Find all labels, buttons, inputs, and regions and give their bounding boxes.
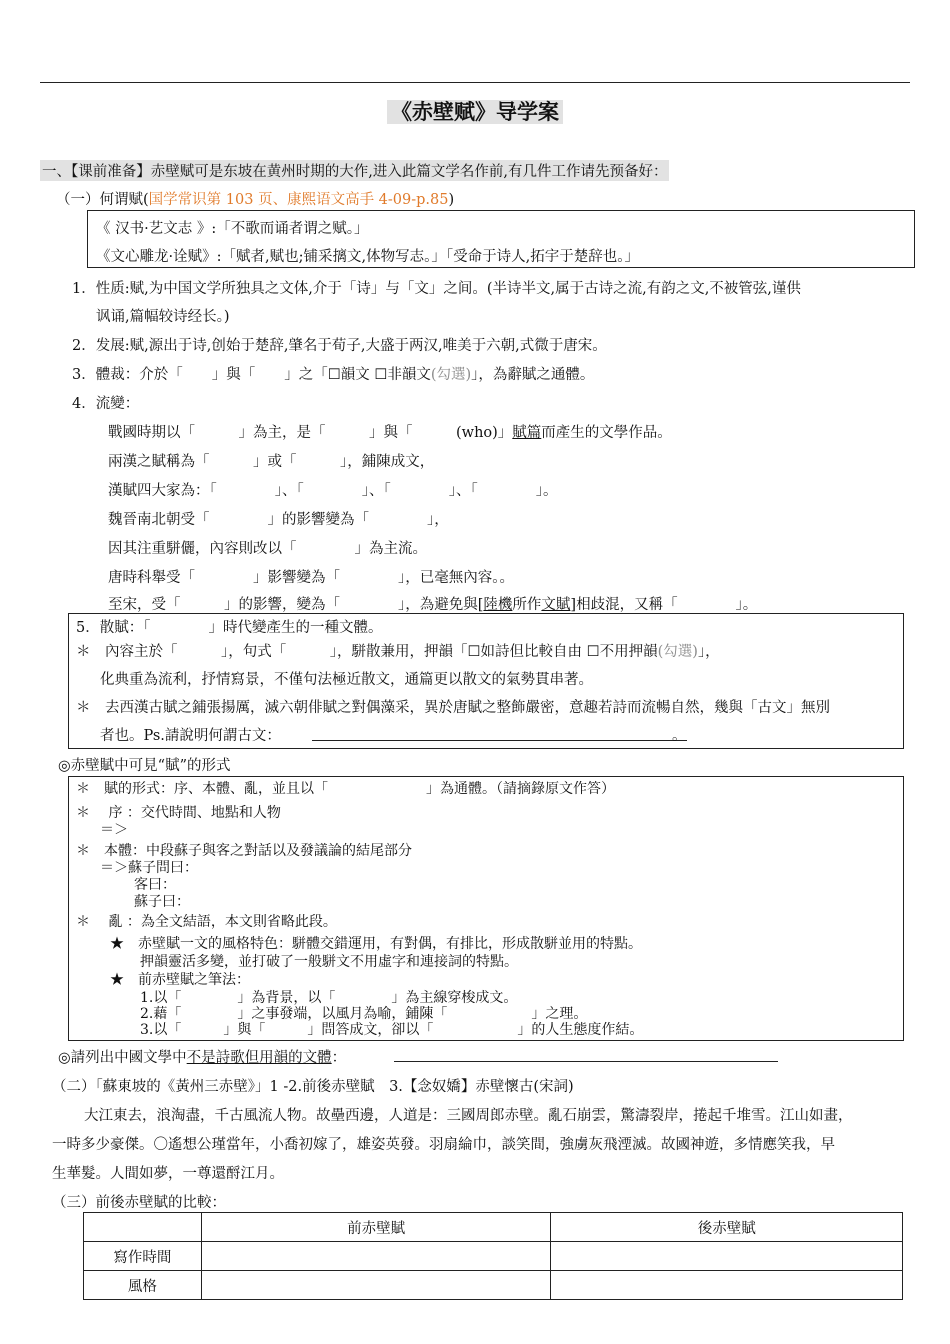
point-1-line1: 1．性质:赋,为中国文学所独具之文体,介于「诗」与「文」之间。(半诗半文,属于古诗之流,有韵之文,不被管弦,谨供 bbox=[72, 281, 801, 297]
comparison-table bbox=[83, 1212, 903, 1300]
section3-heading: （三）前後赤壁賦的比較： bbox=[52, 1195, 226, 1211]
poem-line-2: 一時多少豪傑。〇遙想公瑾當年，小喬初嫁了，雄姿英發。羽扇綸巾，談笑間，強虜灰飛湮滅。故國神遊，多情應笑我，早 bbox=[52, 1137, 835, 1153]
evolution-line-1: 戰國時期以「 」為主，是「 」與「 (who)」賦篇而產生的文學作品。 bbox=[108, 425, 672, 441]
table-row bbox=[84, 1242, 903, 1271]
table-row bbox=[84, 1271, 903, 1300]
point-3: 3．體裁：介於「 」與「 」之「☐韻文 ☐非韻文(勾選)」，為辭賦之通體。 bbox=[72, 367, 595, 383]
answer-line-rhymed[interactable] bbox=[394, 1061, 778, 1062]
point-4: 4．流變： bbox=[72, 396, 140, 412]
table-cell[interactable] bbox=[551, 1271, 903, 1300]
section2-heading: （二）「蘇東坡的《黃州三赤壁》」1 -2.前後赤壁賦 3.【念奴嬌】赤壁懷古(宋詞) bbox=[52, 1079, 574, 1095]
form-line-4: ＊ 本體：中段蘇子與客之對話以及發議論的結尾部分 bbox=[76, 843, 412, 859]
table-header-row bbox=[84, 1213, 903, 1242]
page-title: 《赤壁赋》导学案 bbox=[0, 96, 950, 126]
form-line-2: ＊ 序 ：交代時間、地點和人物 bbox=[76, 805, 281, 821]
evolution-line-5: 因其注重駢儷，內容則改以「 」為主流。 bbox=[108, 541, 427, 557]
rhymed-genres-question: ◎請列出中國文學中不是詩歌但用韻的文體： bbox=[58, 1050, 347, 1066]
form-line-6: 客曰： bbox=[134, 877, 176, 893]
prose-fu-line1: 5．散賦：「 」時代變產生的一種文體。 bbox=[76, 620, 383, 636]
poem-line-1: 大江東去，浪淘盡，千古風流人物。故壘西邊，人道是：三國周郎赤壁。亂石崩雲，驚濤裂岸，捲起千堆雪。江山如畫， bbox=[84, 1108, 853, 1124]
form-line-8: ＊ 亂 ：為全文結語，本文則省略此段。 bbox=[76, 914, 337, 930]
evolution-line-3: 漢賦四大家為：「 」、「 」、「 」、「 」。 bbox=[108, 483, 558, 499]
form-line-3: ＝＞ bbox=[100, 822, 128, 838]
form-line-1: ＊ 賦的形式：序、本體、亂，並且以「 」為通體。（請摘錄原文作答） bbox=[76, 781, 615, 797]
point-2: 2．发展:赋,源出于诗,创始于楚辞,肇名于荀子,大盛于两汉,唯美于六朝,式微于唐宋。 bbox=[72, 338, 607, 354]
evolution-line-4: 魏晉南北朝受「 」的影響變為「 」， bbox=[108, 512, 449, 528]
form-line-12: 1.以「 」為背景，以「 」為主線穿梭成文。 bbox=[140, 990, 518, 1006]
evolution-line-7: 至宋，受「 」的影響，變為「 」，為避免與[陸機所作文賦]相歧混，又稱「 」。 bbox=[108, 597, 758, 613]
table-cell[interactable] bbox=[201, 1242, 551, 1271]
table-row-label: 寫作時間 bbox=[84, 1242, 202, 1271]
prose-fu-line5-end: 。 bbox=[672, 728, 687, 744]
form-line-13: 2.藉「 」之事發端，以風月為喻，鋪陳「 」之理。 bbox=[140, 1006, 588, 1022]
sub1-reference: 国学常识第 103 页、康熙语文高手 4-09-p.85 bbox=[148, 192, 449, 208]
table-cell[interactable] bbox=[201, 1271, 551, 1300]
table-row-label: 風格 bbox=[84, 1271, 202, 1300]
form-line-7: 蘇子曰： bbox=[134, 894, 190, 910]
form-heading: ◎赤壁賦中可見“賦”的形式 bbox=[58, 758, 231, 774]
top-rule bbox=[40, 82, 910, 83]
table-cell[interactable] bbox=[551, 1242, 903, 1271]
prose-fu-line2: ＊ 內容主於「 」，句式「 」，駢散兼用，押韻「☐如詩但比較自由 ☐不用押韻(勾選)」， bbox=[76, 644, 720, 660]
sub1-heading: （一）何谓赋(国学常识第 103 页、康熙语文高手 4-09-p.85) bbox=[56, 192, 455, 208]
poem-line-3: 生華髮。人間如夢，一尊還酹江月。 bbox=[52, 1166, 284, 1182]
table-header-cell bbox=[84, 1213, 202, 1242]
section1-heading: 一、【课前准备】赤壁赋可是东坡在黄州时期的大作,进入此篇文学名作前,有几件工作请先预备好： bbox=[40, 160, 669, 181]
form-line-10: 押韻靈活多變，並打破了一般駢文不用虛字和連接詞的特點。 bbox=[140, 954, 518, 970]
prose-fu-line4: ＊ 去西漢古賦之鋪張揚厲，滅六朝俳賦之對偶藻采，異於唐賦之整飾嚴密，意趣若詩而流暢自然，幾與「古文」無別 bbox=[76, 700, 830, 716]
form-line-9: ★ 赤壁賦一文的風格特色：駢體交錯運用，有對偶，有排比，形成散駢並用的特點。 bbox=[110, 936, 642, 952]
form-line-5: ＝＞蘇子問曰： bbox=[100, 860, 198, 876]
evolution-line-6: 唐時科舉受「 」影響變為「 」，已毫無內容。。 bbox=[108, 570, 514, 586]
answer-line-guwen[interactable] bbox=[312, 740, 687, 741]
prose-fu-line3: 化典重為流利，抒情寫景，不僅句法極近散文，通篇更以散文的氣勢貫串著。 bbox=[100, 672, 593, 688]
table-header-cell: 後赤壁賦 bbox=[551, 1213, 903, 1242]
evolution-line-2: 兩漢之賦稱為「 」或「 」，鋪陳成文， bbox=[108, 454, 435, 470]
quote-wenxin: 《文心雕龙·诠赋》:「赋者,赋也;铺采摛文,体物写志。」「受命于诗人,拓宇于楚辞也。」 bbox=[96, 249, 639, 265]
table-header-cell: 前赤壁賦 bbox=[201, 1213, 551, 1242]
form-line-14: 3.以「 」與「 」問答成文，卻以「 」的人生態度作結。 bbox=[140, 1022, 644, 1038]
form-line-11: ★ 前赤壁賦之筆法： bbox=[110, 972, 250, 988]
quote-hanshu: 《 汉书·艺文志 》:「不歌而诵者谓之赋。」 bbox=[96, 221, 369, 237]
prose-fu-line5: 者也。Ps.請說明何謂古文： bbox=[100, 728, 281, 744]
point-1-line2: 讽诵,篇幅较诗经长。) bbox=[96, 309, 230, 325]
